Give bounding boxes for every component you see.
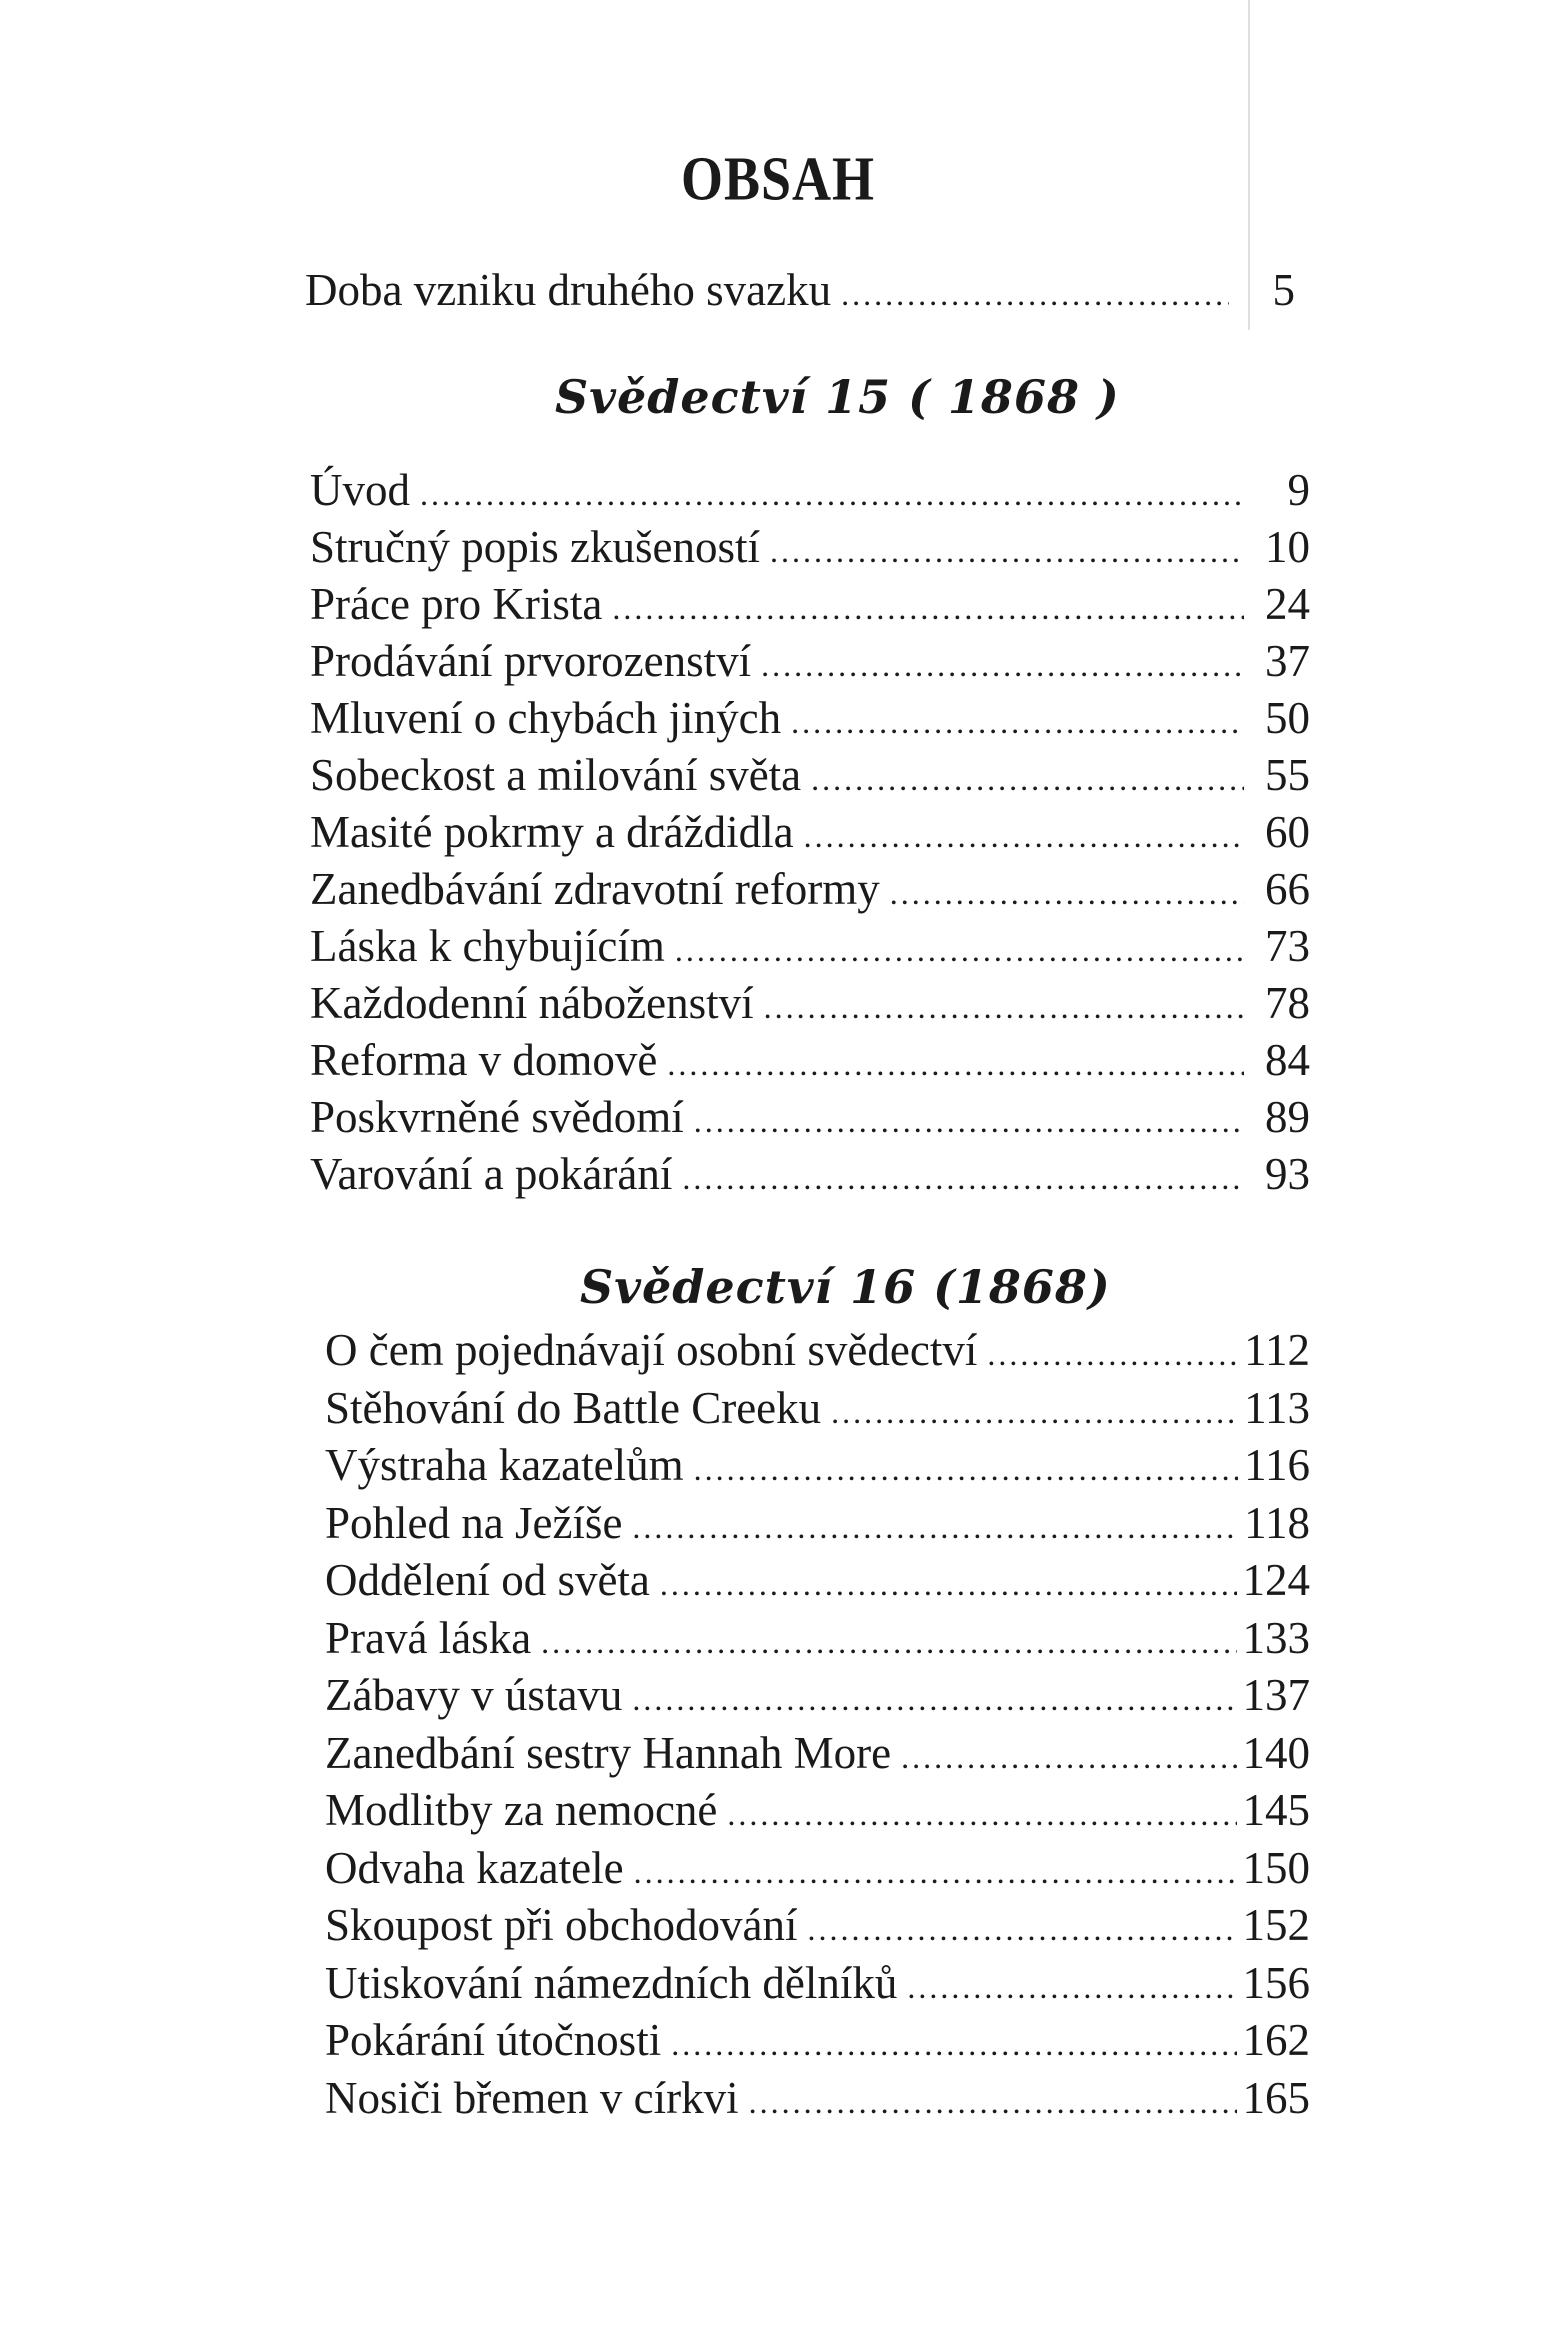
toc-entry-label: Každodenní náboženství: [310, 978, 754, 1028]
section-heading-svedectvi-15: Svědectví 15 ( 1868 ): [555, 370, 1120, 424]
toc-entry-label: Zábavy v ústavu: [325, 1670, 623, 1720]
toc-entry: [325, 1322, 1310, 1382]
toc-entry: [310, 918, 1310, 978]
toc-entry-label: Zanedbání sestry Hannah More: [325, 1728, 892, 1778]
toc-entry-label: Nosiči břemen v církvi: [325, 2073, 739, 2123]
toc-entry: [310, 861, 1310, 921]
toc-entry: [325, 1610, 1310, 1670]
dot-leader: [764, 979, 1244, 1035]
toc-entry-label: Prodávání prvorozenství: [310, 636, 752, 686]
dot-leader: [694, 1093, 1244, 1149]
toc-entry-page: 152: [1242, 1900, 1310, 1950]
toc-entry-page: 113: [1244, 1383, 1310, 1433]
toc-entry-page: 162: [1242, 2015, 1310, 2065]
toc-entry: [310, 804, 1310, 864]
toc-entry: [325, 1495, 1310, 1555]
dot-leader: [612, 580, 1244, 636]
toc-entry-page: 156: [1242, 1958, 1310, 2008]
toc-entry: [325, 2070, 1310, 2130]
toc-entry: [325, 1897, 1310, 1957]
toc-entry-page: 89: [1265, 1092, 1310, 1142]
toc-entry-intro: [305, 262, 1295, 322]
toc-entry: [325, 1840, 1310, 1900]
dot-leader: [749, 2074, 1237, 2130]
dot-leader: [682, 1150, 1244, 1206]
toc-entry-label: Oddělení od světa: [325, 1555, 650, 1605]
dot-leader: [770, 523, 1244, 579]
toc-entry: [325, 1380, 1310, 1440]
toc-entry-page: 24: [1265, 579, 1310, 629]
toc-entry-page: 112: [1244, 1325, 1310, 1375]
toc-entry-label: Masité pokrmy a dráždidla: [310, 807, 794, 857]
toc-entry-page: 5: [1272, 265, 1295, 315]
dot-leader: [791, 694, 1244, 750]
toc-entry-label: Pokárání útočnosti: [325, 2015, 662, 2065]
dot-leader: [634, 1844, 1237, 1900]
toc-entry: [310, 747, 1310, 807]
toc-entry-label: Zanedbávání zdravotní reformy: [310, 864, 880, 914]
page-title: OBSAH: [680, 144, 876, 214]
toc-entry-page: 55: [1265, 750, 1310, 800]
dot-leader: [541, 1614, 1236, 1670]
toc-entry-page: 150: [1242, 1843, 1310, 1893]
toc-entry: [325, 1437, 1310, 1497]
toc-entry-page: 73: [1265, 921, 1310, 971]
toc-entry-label: Skoupost při obchodování: [325, 1900, 798, 1950]
dot-leader: [671, 2016, 1236, 2072]
toc-entry-page: 145: [1242, 1785, 1310, 1835]
toc-entry: [325, 1552, 1310, 1612]
toc-entry-label: Odvaha kazatele: [325, 1843, 624, 1893]
toc-entry-label: Doba vzniku druhého svazku: [305, 265, 832, 315]
toc-entry: [310, 1146, 1310, 1206]
toc-entry: [325, 1725, 1310, 1785]
toc-entry: [325, 2012, 1310, 2072]
toc-entry-label: Stručný popis zkušeností: [310, 522, 760, 572]
toc-entry-page: 9: [1287, 465, 1310, 515]
dot-leader: [841, 266, 1229, 322]
toc-entry-page: 133: [1242, 1613, 1310, 1663]
toc-entry-page: 140: [1242, 1728, 1310, 1778]
toc-entry: [325, 1782, 1310, 1842]
dot-leader: [807, 1901, 1236, 1957]
toc-entry-page: 93: [1265, 1149, 1310, 1199]
dot-leader: [761, 637, 1244, 693]
dot-leader: [660, 1556, 1237, 1612]
toc-entry-label: Práce pro Krista: [310, 579, 603, 629]
toc-entry-label: Pohled na Ježíše: [325, 1498, 623, 1548]
toc-entry-label: Pravá láska: [325, 1613, 532, 1663]
toc-entry: [310, 690, 1310, 750]
toc-entry-label: Úvod: [310, 465, 410, 515]
toc-entry: [310, 975, 1310, 1035]
dot-leader: [811, 751, 1244, 807]
toc-entry-page: 165: [1242, 2073, 1310, 2123]
toc-entry-label: Stěhování do Battle Creeku: [325, 1383, 822, 1433]
toc-entry: [310, 519, 1310, 579]
dot-leader: [804, 808, 1244, 864]
section-heading-svedectvi-16: Svědectví 16 (1868): [580, 1260, 1111, 1314]
toc-entry-page: 37: [1265, 636, 1310, 686]
toc-entry-label: Reforma v domově: [310, 1035, 658, 1085]
toc-entry-label: Modlitby za nemocné: [325, 1785, 718, 1835]
dot-leader: [901, 1729, 1236, 1785]
dot-leader: [987, 1326, 1238, 1382]
dot-leader: [890, 865, 1244, 921]
dot-leader: [632, 1671, 1236, 1727]
toc-entry-page: 10: [1265, 522, 1310, 572]
toc-entry: [310, 462, 1310, 522]
toc-entry-label: Sobeckost a milování světa: [310, 750, 802, 800]
toc-entry-page: 50: [1265, 693, 1310, 743]
toc-entry: [325, 1955, 1310, 2015]
toc-entry: [310, 1089, 1310, 1149]
toc-entry-label: Utiskování námezdních dělníků: [325, 1958, 898, 2008]
toc-entry-label: Výstraha kazatelům: [325, 1440, 684, 1490]
toc-entry-label: Láska k chybujícím: [310, 921, 665, 971]
dot-leader: [727, 1786, 1236, 1842]
toc-entry-page: 116: [1244, 1440, 1310, 1490]
toc-entry-label: Poskvrněné svědomí: [310, 1092, 684, 1142]
dot-leader: [667, 1036, 1244, 1092]
toc-entry-label: Varování a pokárání: [310, 1149, 673, 1199]
dot-leader: [675, 922, 1244, 978]
toc-entry: [310, 576, 1310, 636]
toc-entry-label: O čem pojednávají osobní svědectví: [325, 1325, 978, 1375]
dot-leader: [420, 466, 1244, 522]
toc-entry-page: 78: [1265, 978, 1310, 1028]
toc-entry: [310, 1032, 1310, 1092]
dot-leader: [907, 1959, 1236, 2015]
dot-leader: [632, 1499, 1238, 1555]
toc-entry-page: 124: [1242, 1555, 1310, 1605]
dot-leader: [831, 1384, 1238, 1440]
toc-entry: [310, 633, 1310, 693]
toc-entry-page: 60: [1265, 807, 1310, 857]
toc-entry-label: Mluvení o chybách jiných: [310, 693, 782, 743]
toc-entry: [325, 1667, 1310, 1727]
toc-entry-page: 84: [1265, 1035, 1310, 1085]
toc-entry-page: 118: [1244, 1498, 1310, 1548]
dot-leader: [694, 1441, 1239, 1497]
toc-entry-page: 66: [1265, 864, 1310, 914]
toc-entry-page: 137: [1242, 1670, 1310, 1720]
